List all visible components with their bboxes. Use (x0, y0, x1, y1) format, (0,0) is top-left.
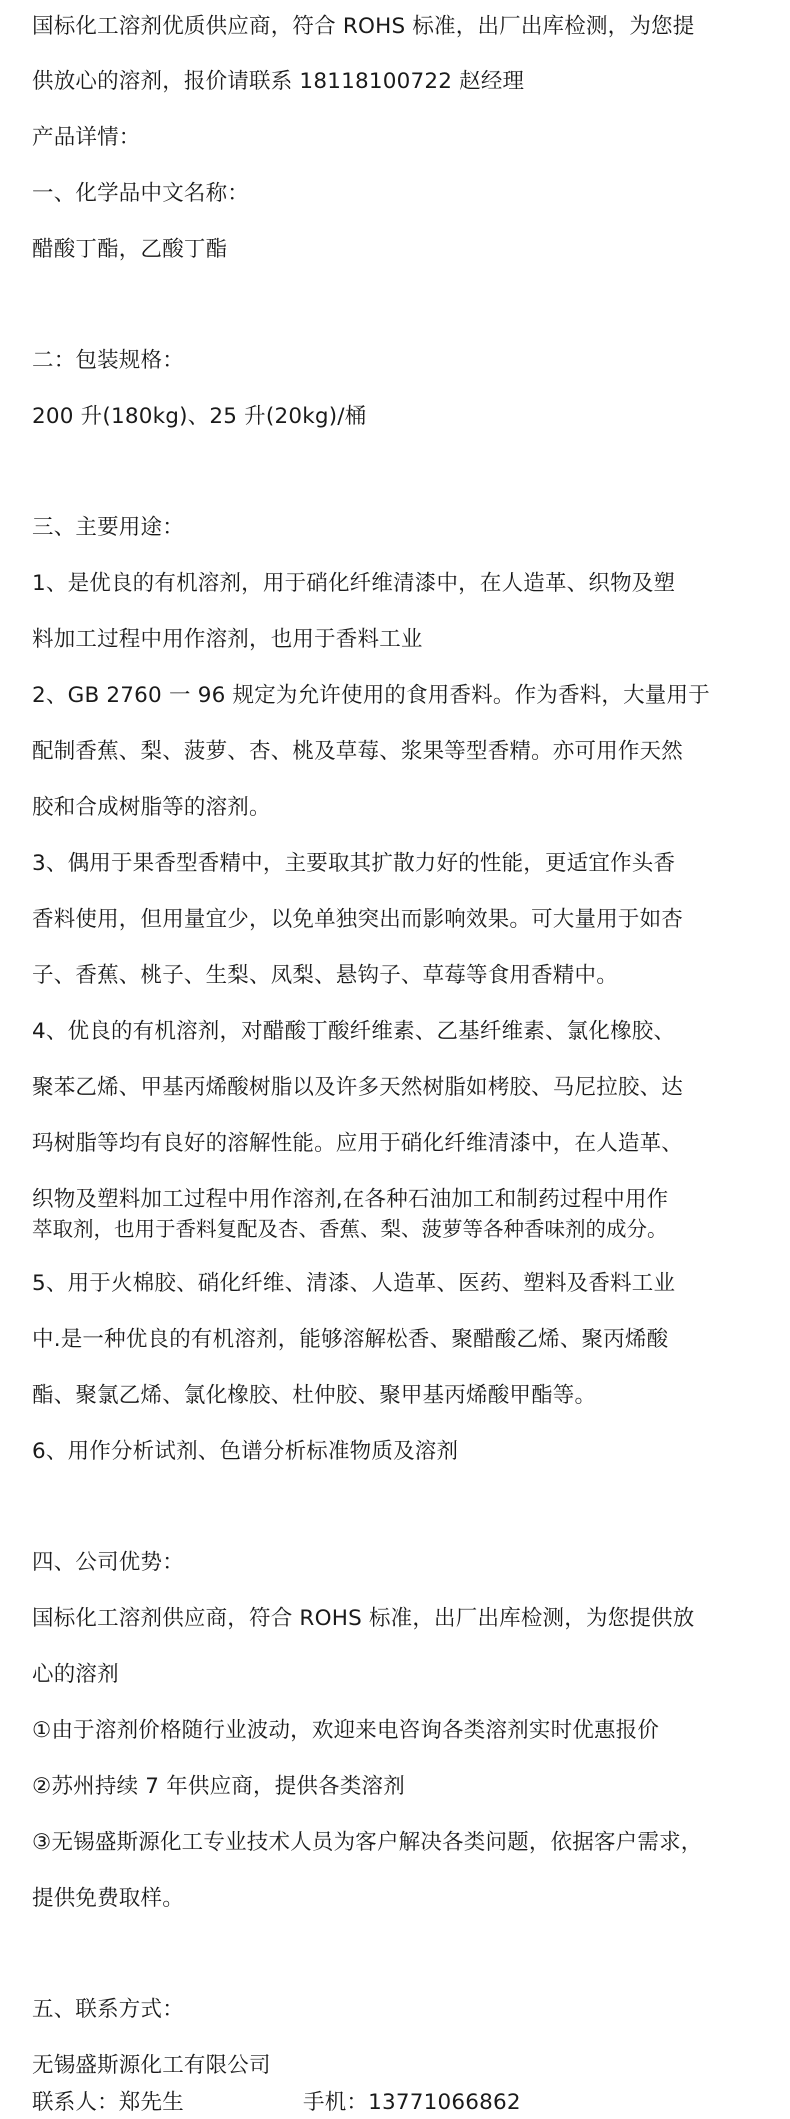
contact-row (32, 2088, 772, 2118)
company-name: 无锡盛斯源化工有限公司 (32, 2053, 271, 2078)
usage-line: 1、是优良的有机溶剂，用于硝化纤维清漆中，在人造革、织物及塑 (32, 571, 676, 596)
section-3-heading: 三、主要用途： (32, 515, 184, 540)
usage-line: 酯、聚氯乙烯、氯化橡胶、杜仲胶、聚甲基丙烯酸甲酯等。 (32, 1383, 597, 1408)
usage-line: 4、优良的有机溶剂，对醋酸丁酸纤维素、乙基纤维素、氯化橡胶、 (32, 1019, 676, 1044)
usage-line: 中.是一种优良的有机溶剂，能够溶解松香、聚醋酸乙烯、聚丙烯酸 (32, 1327, 669, 1352)
usage-line: 配制香蕉、梨、菠萝、杏、桃及草莓、浆果等型香精。亦可用作天然 (32, 739, 684, 764)
usage-line: 香料使用，但用量宜少，以免单独突出而影响效果。可大量用于如杏 (32, 907, 684, 932)
usage-line: 2、GB 2760 一 96 规定为允许使用的食用香料。作为香料，大量用于 (32, 683, 710, 708)
contact-phone: 手机：13771066862 (303, 2090, 521, 2115)
section-2-heading: 二：包装规格： (32, 348, 184, 373)
chemical-names: 醋酸丁酯，乙酸丁酯 (32, 237, 228, 262)
usage-line: 子、香蕉、桃子、生梨、凤梨、悬钩子、草莓等食用香精中。 (32, 963, 618, 988)
usage-line: 3、偶用于果香型香精中，主要取其扩散力好的性能，更适宜作头香 (32, 851, 676, 876)
advantage-line: ②苏州持续 7 年供应商，提供各类溶剂 (32, 1774, 405, 1799)
usage-line: 料加工过程中用作溶剂，也用于香料工业 (32, 627, 423, 652)
advantage-line: 心的溶剂 (32, 1662, 119, 1687)
advantage-line: ③无锡盛斯源化工专业技术人员为客户解决各类问题，依据客户需求， (32, 1830, 703, 1855)
advantage-line: 提供免费取样。 (32, 1886, 184, 1911)
usage-line: 织物及塑料加工过程中用作溶剂,在各种石油加工和制药过程中用作 (32, 1187, 669, 1212)
product-details-label: 产品详情： (32, 125, 141, 150)
usage-line: 6、用作分析试剂、色谱分析标准物质及溶剂 (32, 1439, 459, 1464)
advantage-line: ①由于溶剂价格随行业波动，欢迎来电咨询各类溶剂实时优惠报价 (32, 1718, 660, 1743)
usage-line: 胶和合成树脂等的溶剂。 (32, 795, 271, 820)
packaging-spec: 200 升(180kg)、25 升(20kg)/桶 (32, 404, 367, 429)
contact-person: 联系人：郑先生 (32, 2090, 184, 2115)
usage-line: 聚苯乙烯、甲基丙烯酸树脂以及许多天然树脂如栲胶、马尼拉胶、达 (32, 1075, 684, 1100)
section-4-heading: 四、公司优势： (32, 1550, 184, 1575)
usage-line: 玛树脂等均有良好的溶解性能。应用于硝化纤维清漆中，在人造革、 (32, 1131, 684, 1156)
section-5-heading: 五、联系方式： (32, 1997, 184, 2022)
intro-line-1: 国标化工溶剂优质供应商，符合 ROHS 标准，出厂出库检测，为您提 (32, 14, 695, 39)
advantage-line: 国标化工溶剂供应商，符合 ROHS 标准，出厂出库检测，为您提供放 (32, 1606, 695, 1631)
usage-line: 5、用于火棉胶、硝化纤维、清漆、人造革、医药、塑料及香料工业 (32, 1271, 676, 1296)
intro-line-2: 供放心的溶剂，报价请联系 18118100722 赵经理 (32, 69, 525, 94)
section-1-heading: 一、化学品中文名称： (32, 181, 250, 206)
usage-line: 萃取剂，也用于香料复配及杏、香蕉、梨、菠萝等各种香味剂的成分。 (32, 1217, 668, 1241)
